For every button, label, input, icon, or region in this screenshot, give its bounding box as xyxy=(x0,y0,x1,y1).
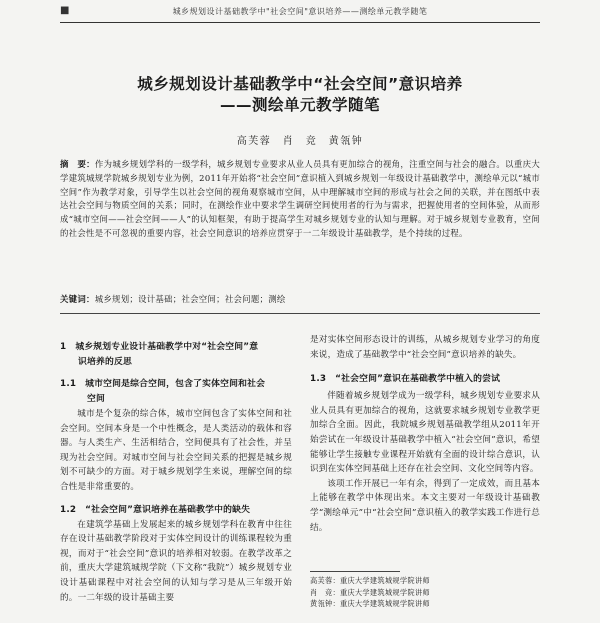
paper-title-line2: ——测绘单元教学随笔 xyxy=(219,96,380,114)
footnote-item: 黄瓴钟：重庆大学建筑城规学院讲师 xyxy=(310,599,430,608)
section-1-1-paragraph: 城市是个复杂的综合体，城市空间包含了实体空间和社会空间。空间本身是一个中性概念，是人类活动的载体和容器。与人类生产、生活相结合，空间便具有了社会性，并呈现为社会空间。对城市空间与社会空间关系的把握是城乡规划不可缺少的方面。对于城乡规划学生来说，理解空间的综合性是非常重要的。 xyxy=(60,409,292,492)
keywords-text: 城乡规划；设计基础；社会空间；社会问题；测绘 xyxy=(94,294,286,304)
footnote-item: 高芙蓉：重庆大学建筑城规学院讲师 xyxy=(310,576,430,585)
abstract xyxy=(60,158,540,241)
right-column xyxy=(310,333,540,535)
running-header xyxy=(0,6,600,20)
abstract-text: 作为城乡规划学科的一级学科，城乡规划专业要求从业人员具有更加综合的视角，注重空间与社会的融合。以重庆大学建筑城规学院城乡规划专业为例，2011年开始将“社会空间”意识植入到城乡规划一年级设计基础教学中，测绘单元以“城市空间”作为教学对象，引导学生以社会空间的视角观察城市空间，从中理解城市空间的形成与社会之间的关联，并在图纸中表达社会空间与物质空间的关系；同时，在测绘作业中要求学生调研空间使用者的行为与需求，把握使用者的空间体验，从而形成“城市空间——社会空间——人”的认知框架，有助于提高学生对城乡规划专业的认知与理解。对于城乡规划专业教育，空间的社会性是不可忽视的重要内容，社会空间意识的培养应贯穿于一二年级设计基础教学，是个持续的过程。 xyxy=(60,159,541,238)
section-1-2-paragraph: 在建筑学基础上发展起来的城乡规划学科在教育中往往存在设计基础教学阶段对于实体空间设计的训练课程较为重视，而对于“社会空间”意识的培养相对较弱。在教学改革之前，重庆大学建筑城规学院（下文称“我院”）城乡规划专业设计基础课程中对社会空间的认知与学习是从三年级开始的。一二年级的设计基础主要 xyxy=(60,519,292,603)
abstract-label: 摘 要： xyxy=(60,159,95,169)
continued-paragraph: 是对实体空间形态设计的训练，从城乡规划专业学习的角度来说，造成了基础教学中“社会空间”意识培养的缺失。 xyxy=(310,335,540,360)
running-title: 城乡规划设计基础教学中"社会空间"意识培养——测绘单元教学随笔 xyxy=(172,7,428,16)
section-1-2-heading: 1.2 “社会空间”意识培养在基础教学中的缺失 xyxy=(60,504,251,515)
header-rule xyxy=(60,22,540,23)
section-1-heading: 1 城乡规划专业设计基础教学中对“社会空间”意 识培养的反思 xyxy=(60,342,259,367)
author-footnotes xyxy=(310,575,540,610)
paper-title-line1: 城乡规划设计基础教学中“社会空间”意识培养 xyxy=(137,75,463,93)
section-1-3-paragraph-2: 该项工作开展已一年有余，得到了一定成效，而且基本上能够在教学中体现出来。本文主要对一年级设计基础教学“测绘单元”中“社会空间”意识植入的教学实践工作进行总结。 xyxy=(310,478,540,533)
abstract-divider xyxy=(60,313,540,314)
keywords xyxy=(60,293,540,305)
keywords-label: 关键词： xyxy=(60,294,95,304)
section-1-3-heading: 1.3 “社会空间”意识在基础教学中植入的尝试 xyxy=(310,374,501,385)
authors: 高芙蓉 肖 竞 黄瓴钟 xyxy=(236,136,364,147)
left-column xyxy=(60,340,292,605)
section-1-1-heading: 1.1 城市空间是综合空间，包含了实体空间和社会 空间 xyxy=(60,379,266,404)
footnote-item: 肖 竞：重庆大学建筑城规学院讲师 xyxy=(310,587,430,597)
footnote-rule xyxy=(310,571,400,572)
header-square-icon: ■ xyxy=(60,5,70,16)
section-1-3-paragraph-1: 伴随着城乡规划学成为一级学科，城乡规划专业要求从业人员具有更加综合的视角，这就要求城乡规划专业教学更加综合全面。因此，我院城乡规划基础教学组从2011年开始尝试在一年级设计基础教学中植入“社会空间”意识，希望能够让学生接触专业课程开始就有全面的设计综合意识，认识到在实体空间基础上还存在社会空间、文化空间等内容。 xyxy=(310,391,540,475)
